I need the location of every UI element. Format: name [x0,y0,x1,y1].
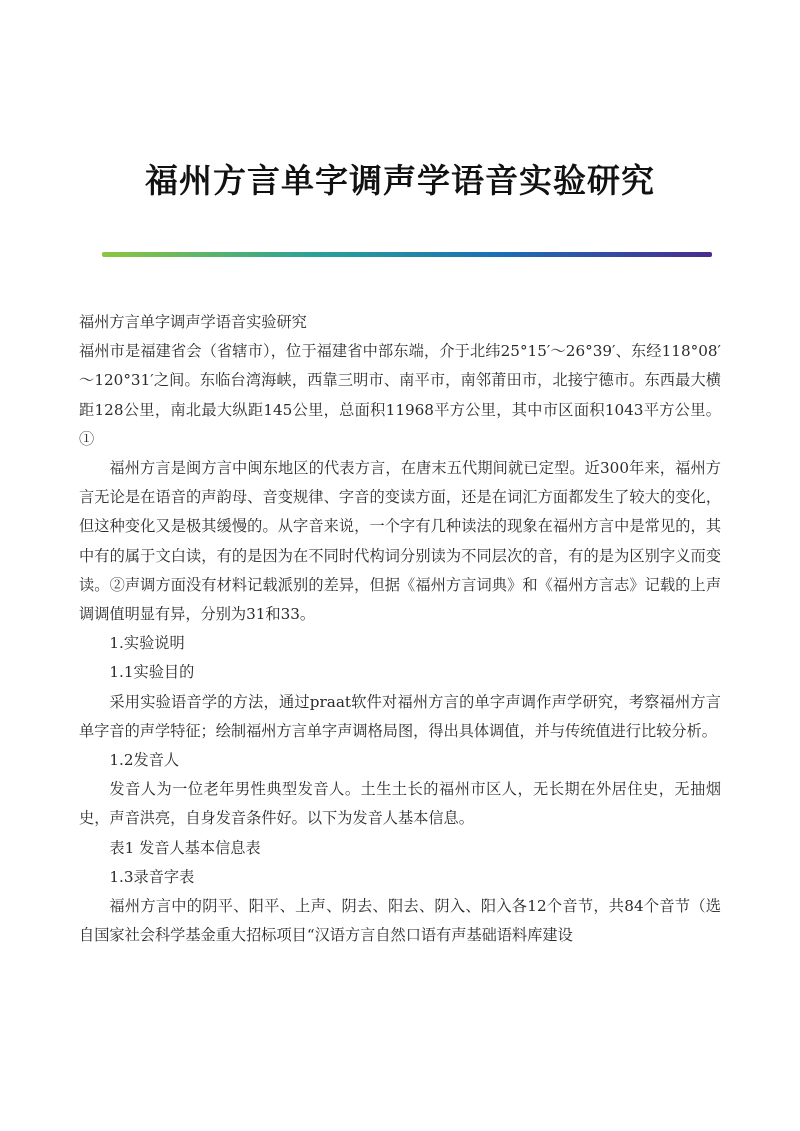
paragraph-location: 福州市是福建省会（省辖市），位于福建省中部东端，介于北纬25°15′～26°39′、东经118°08′～120°31′之间。东临台湾海峡，西靠三明市、南平市，南邻莆田市，北接宁德市。东西最大横距128公里，南北最大纵距145公里，总面积11968平方公里，其中市区面积1043平方公里。① [79,342,721,448]
table-caption: 表1 发音人基本信息表 [109,838,261,857]
section-heading-purpose: 1.1实验目的 [109,663,195,682]
paragraph-dialect-overview: 福州方言是闽方言中闽东地区的代表方言，在唐末五代期间就已定型。近300年来，福州方言无论是在语音的声韵母、音变规律、字音的变读方面，还是在词汇方面都发生了较大的变化，但这种变化又是极其缓慢的。从字音来说，一个字有几种读法的现象在福州方言中是常见的，其中有的属于文白读，有的是因为在不同时代构词分别读为不同层次的音，有的是为区别字义而变读。②声调方面没有材料记载派别的差异，但据《福州方言词典》和《福州方言志》记载的上声调调值明显有异，分别为31和33。 [79,459,721,624]
paragraph-word-list: 福州方言中的阴平、阳平、上声、阴去、阳去、阴入、阳入各12个音节，共84个音节（选自国家社会科学基金重大招标项目“汉语方言自然口语有声基础语料库建设 [79,897,721,945]
document-title: 福州方言单字调声学语音实验研究 [145,161,655,200]
section-heading-word-list: 1.3录音字表 [109,867,195,886]
title-divider [102,252,712,257]
paragraph-speaker: 发音人为一位老年男性典型发音人。土生土长的福州市区人，无长期在外居住史，无抽烟史，声音洪亮，自身发音条件好。以下为发音人基本信息。 [79,780,721,828]
section-heading-speaker: 1.2发音人 [109,751,180,770]
paragraph-purpose: 采用实验语音学的方法，通过praat软件对福州方言的单字声调作声学研究，考察福州方言单字音的声学特征；绘制福州方言单字声调格局图，得出具体调值，并与传统值进行比较分析。 [79,692,721,740]
document-body [79,308,721,950]
section-heading-experiment: 1.实验说明 [109,634,185,653]
paragraph-subtitle: 福州方言单字调声学语音实验研究 [79,313,307,331]
